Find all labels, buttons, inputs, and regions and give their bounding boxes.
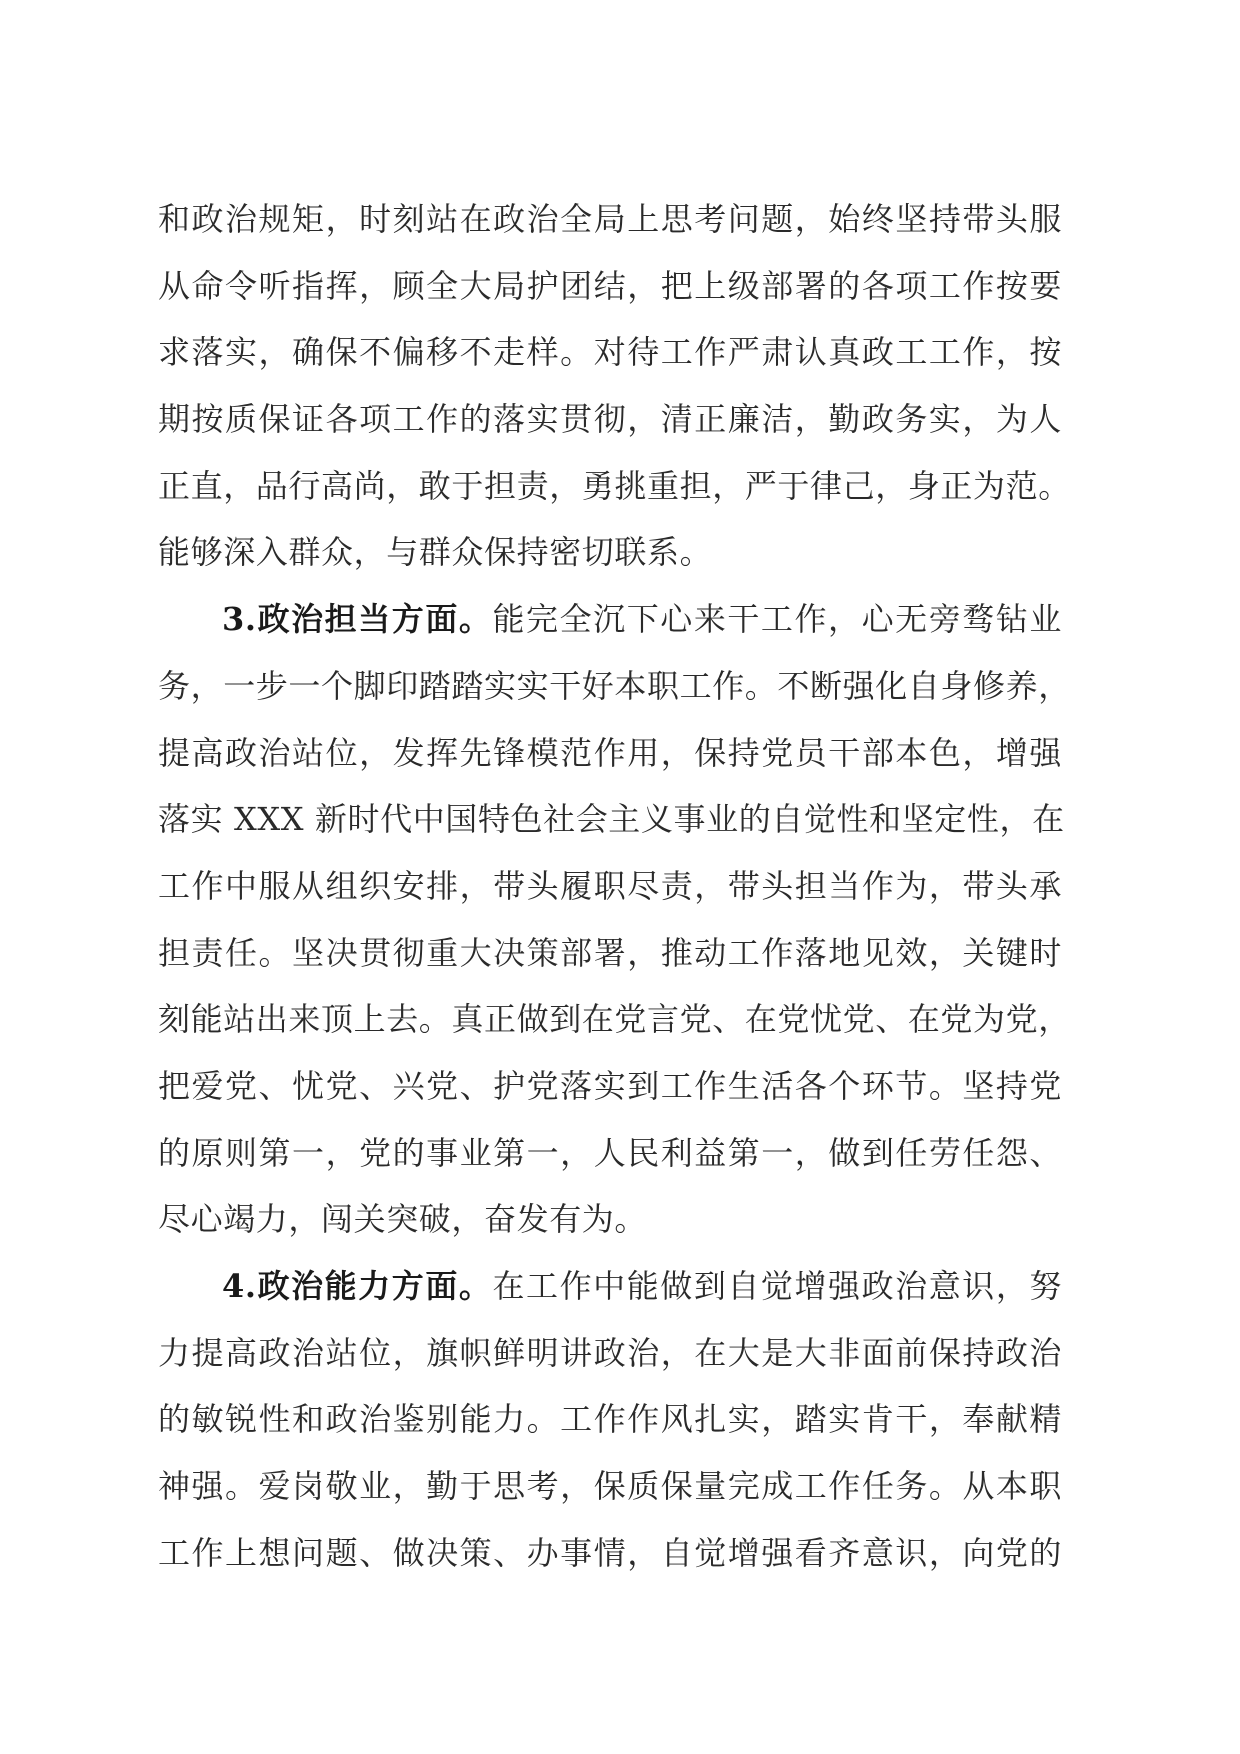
text-line: 能够深入群众，与群众保持密切联系。 [158, 533, 713, 572]
text-line: 期按质保证各项工作的落实贯彻，清正廉洁，勤政务实，为人 [158, 400, 1062, 439]
paragraph-2 [158, 586, 1071, 1253]
text-line: 和政治规矩，时刻站在政治全局上思考问题，始终坚持带头服 [158, 200, 1062, 238]
text-line: 求落实，确保不偏移不走样。对待工作严肃认真政工工作，按 [158, 333, 1062, 372]
text-line: 落实 XXX 新时代中国特色社会主义事业的自觉性和坚定性，在 [158, 800, 1065, 839]
text-line: 神强。爱岗敬业，勤于思考，保质保量完成工作任务。从本职 [158, 1467, 1062, 1506]
paragraph-3 [158, 1253, 1062, 1586]
section-heading-3: 3.政治担当方面。 [222, 600, 493, 639]
text-line: 从命令听指挥，顾全大局护团结，把上级部署的各项工作按要 [158, 266, 1062, 305]
text-line: 的原则第一，党的事业第一，人民利益第一，做到任劳任怨、 [158, 1133, 1062, 1172]
section-heading-4: 4.政治能力方面。 [222, 1267, 493, 1305]
paragraph-1 [158, 186, 1071, 586]
text-line: 正直，品行高尚，敢于担责，勇挑重担，严于律己，身正为范。 [158, 466, 1071, 505]
text-line: 工作上想问题、做决策、办事情，自觉增强看齐意识，向党的 [158, 1533, 1062, 1572]
text-line-rest: 能完全沉下心来干工作，心无旁骛钻业 [492, 600, 1062, 639]
text-line: 刻能站出来顶上去。真正做到在党言党、在党忧党、在党为党， [158, 1000, 1071, 1039]
text-line [158, 586, 1062, 653]
text-line: 把爱党、忧党、兴党、护党落实到工作生活各个环节。坚持党 [158, 1066, 1062, 1105]
text-line-rest: 在工作中能做到自觉增强政治意识，努 [492, 1267, 1062, 1305]
text-line: 务，一步一个脚印踏踏实实干好本职工作。不断强化自身修养， [158, 666, 1071, 705]
text-line: 力提高政治站位，旗帜鲜明讲政治，在大是大非面前保持政治 [158, 1333, 1062, 1372]
text-line: 的敏锐性和政治鉴别能力。工作作风扎实，踏实肯干，奉献精 [158, 1400, 1062, 1439]
text-line [158, 1253, 1062, 1320]
text-line: 提高政治站位，发挥先锋模范作用，保持党员干部本色，增强 [158, 733, 1062, 772]
text-line: 尽心竭力，闯关突破，奋发有为。 [158, 1200, 648, 1239]
text-line: 工作中服从组织安排，带头履职尽责，带头担当作为，带头承 [158, 866, 1062, 905]
document-body [158, 186, 1071, 1586]
text-line: 担责任。坚决贯彻重大决策部署，推动工作落地见效，关键时 [158, 933, 1062, 972]
